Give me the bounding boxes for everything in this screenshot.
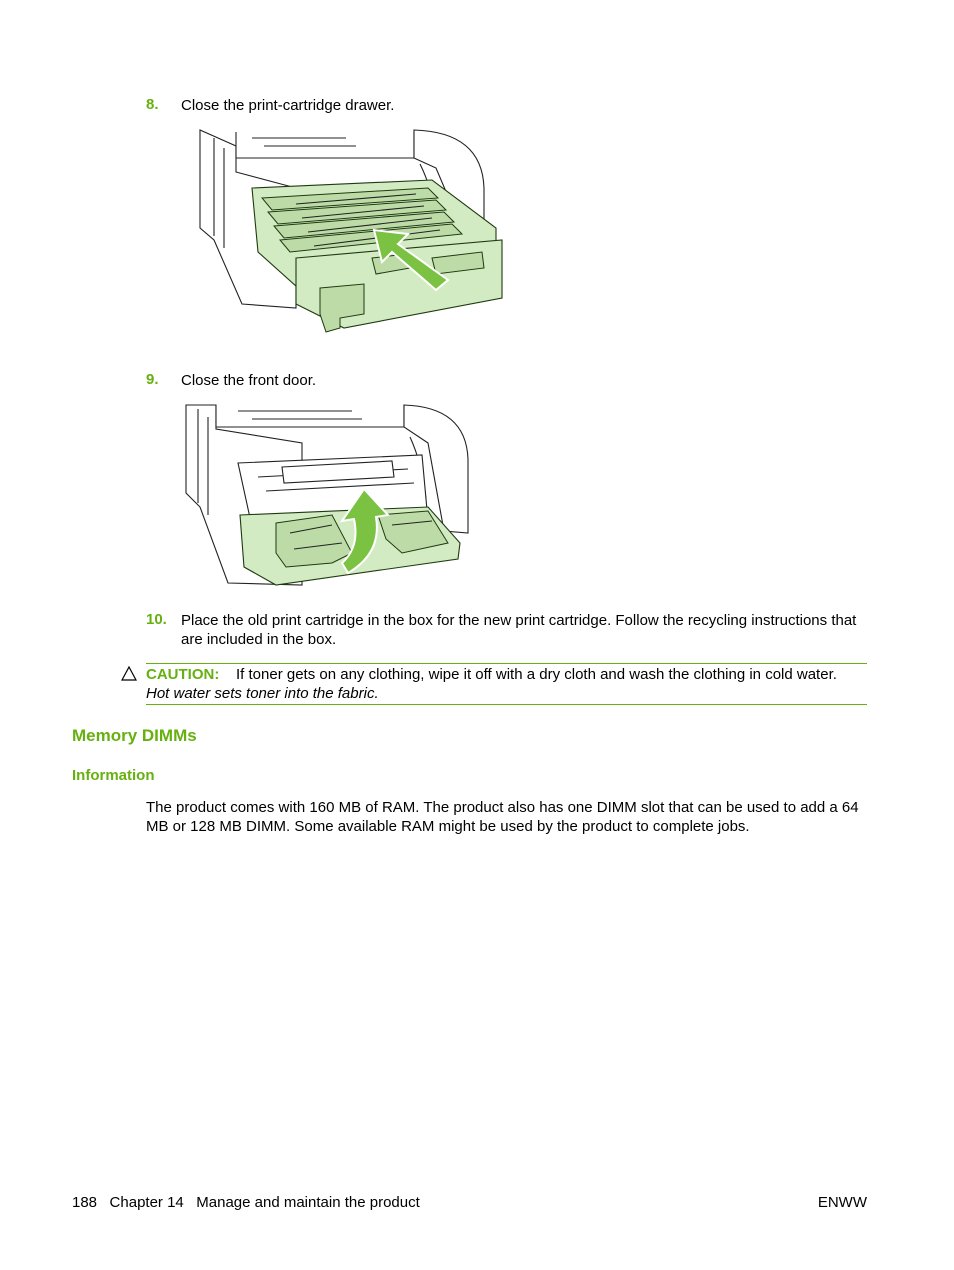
step-8-text: Close the print-cartridge drawer.: [181, 97, 395, 114]
caution-triangle-icon: [121, 666, 137, 681]
caution-line: [146, 665, 867, 684]
section-title: Memory DIMMs: [72, 726, 197, 745]
step-8-number: 8.: [146, 96, 159, 113]
caution-label: CAUTION:: [146, 666, 220, 683]
drawer-illustration: [196, 128, 508, 336]
footer-edition: ENWW: [817, 1194, 867, 1211]
chapter-title: Manage and maintain the product: [196, 1194, 420, 1211]
front-door-illustration: [182, 403, 472, 589]
footer-left: [72, 1194, 420, 1211]
step-10-text: Place the old print cartridge in the box for the new print cartridge. Follow the recycling instructions that are included in the box.: [181, 612, 857, 648]
section-body: The product comes with 160 MB of RAM. The product also has one DIMM slot that can be used to add a 64 MB or 128 MB DIMM. Some available RAM might be used by the product to complete jobs.: [146, 799, 859, 835]
caution-box: [146, 663, 867, 705]
chapter-label: Chapter 14: [109, 1194, 184, 1211]
step-10-number: 10.: [146, 611, 167, 628]
step-9-number: 9.: [146, 371, 159, 388]
caution-italic-text: Hot water sets toner into the fabric.: [146, 685, 379, 702]
caution-text: If toner gets on any clothing, wipe it off with a dry cloth and wash the clothing in cold water.: [236, 666, 837, 683]
section-subtitle: Information: [72, 767, 155, 784]
page-number: 188: [72, 1194, 98, 1211]
step-9-text: Close the front door.: [181, 372, 317, 389]
